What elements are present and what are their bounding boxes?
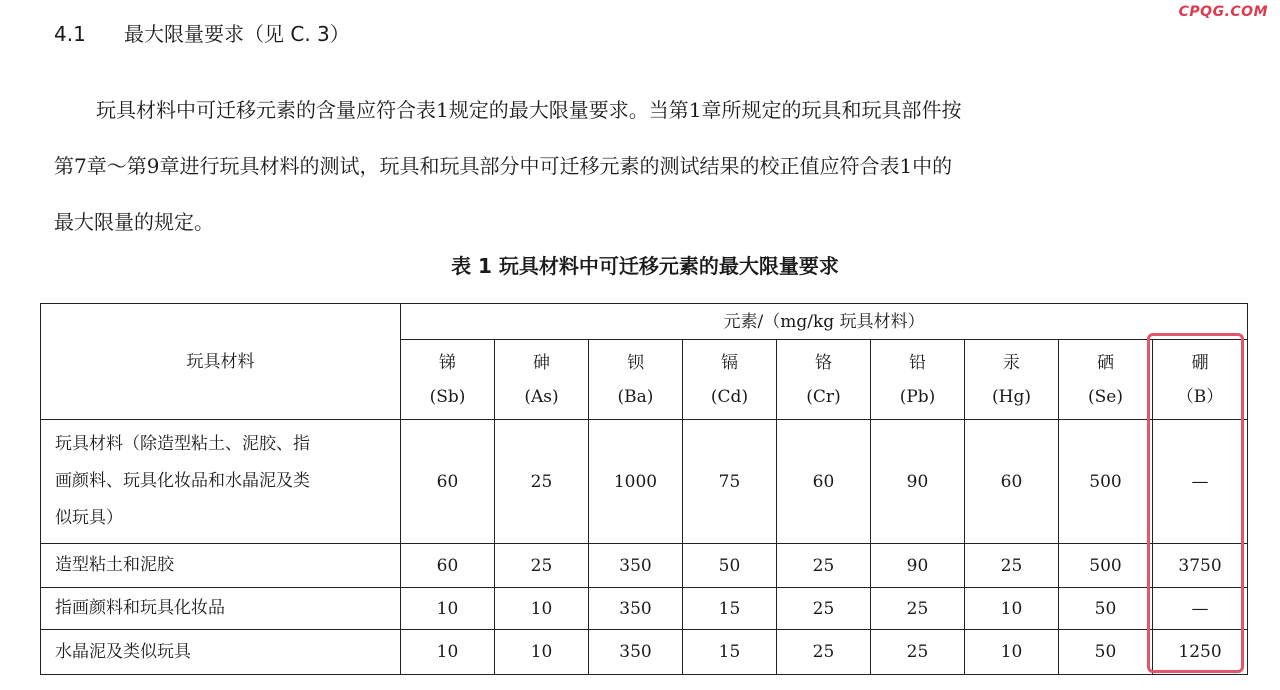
- site-watermark: CPQG.COM: [1178, 4, 1268, 20]
- element-header-0: [401, 340, 495, 420]
- material-line: 似玩具）: [55, 508, 123, 528]
- material-cell: [41, 544, 401, 588]
- limit-value-cell: 1250: [1153, 630, 1248, 675]
- element-name: 汞: [1003, 352, 1020, 373]
- material-cell: [41, 630, 401, 675]
- element-header-1: [495, 340, 589, 420]
- material-line: 造型粘土和泥胶: [55, 555, 174, 575]
- element-symbol: (Pb): [899, 386, 936, 407]
- limit-value-cell: 90: [871, 420, 965, 544]
- material-line: 画颜料、玩具化妆品和水晶泥及类: [55, 471, 310, 491]
- limit-value-cell: 90: [871, 544, 965, 588]
- limit-value-cell: 50: [1059, 588, 1153, 630]
- limit-value-cell: 25: [495, 420, 589, 544]
- element-header-4: [777, 340, 871, 420]
- material-cell: [41, 420, 401, 544]
- limit-value-cell: 60: [401, 544, 495, 588]
- limit-value-cell: 350: [589, 544, 683, 588]
- element-name: 锑: [439, 352, 456, 373]
- element-name: 砷: [533, 352, 550, 373]
- limit-value-cell: 500: [1059, 544, 1153, 588]
- limit-value-cell: 500: [1059, 420, 1153, 544]
- section-heading: [54, 18, 350, 47]
- element-header-3: [683, 340, 777, 420]
- element-name: 硒: [1097, 352, 1114, 373]
- limit-value-cell: 25: [777, 588, 871, 630]
- limit-value-cell: 10: [965, 630, 1059, 675]
- paragraph-line-3: 最大限量的规定。: [54, 210, 214, 234]
- element-symbol: (Se): [1088, 386, 1123, 407]
- body-paragraph: [54, 82, 1244, 250]
- element-header-7: [1059, 340, 1153, 420]
- material-line: 水晶泥及类似玩具: [55, 641, 191, 662]
- limit-value-cell: 60: [777, 420, 871, 544]
- table-row: [41, 588, 1248, 630]
- limit-value-cell: 15: [683, 588, 777, 630]
- limit-value-cell: 25: [777, 544, 871, 588]
- limit-value-cell: 10: [965, 588, 1059, 630]
- limit-value-cell: 75: [683, 420, 777, 544]
- limit-value-cell: 60: [965, 420, 1059, 544]
- limit-value-cell: 50: [1059, 630, 1153, 675]
- element-name: 铅: [909, 352, 926, 373]
- element-symbol: （B）: [1176, 386, 1224, 407]
- units-header: 元素/（mg/kg 玩具材料）: [401, 304, 1248, 340]
- element-symbol: (Ba): [617, 386, 654, 407]
- limit-value-cell: 350: [589, 630, 683, 675]
- table-caption: 表 1 玩具材料中可迁移元素的最大限量要求: [451, 254, 839, 278]
- paragraph-line-1: 玩具材料中可迁移元素的含量应符合表1规定的最大限量要求。当第1章所规定的玩具和玩具部件按: [96, 98, 962, 122]
- limit-value-cell: 25: [495, 544, 589, 588]
- section-number: 4.1: [54, 22, 86, 46]
- table-row: [41, 420, 1248, 544]
- material-line: 玩具材料（除造型粘土、泥胶、指: [55, 434, 310, 454]
- material-column-header: 玩具材料: [41, 304, 401, 420]
- element-header-6: [965, 340, 1059, 420]
- limit-value-cell: 10: [495, 630, 589, 675]
- limit-value-cell: 350: [589, 588, 683, 630]
- element-header-8: [1153, 340, 1248, 420]
- element-name: 镉: [721, 352, 738, 373]
- element-symbol: (Hg): [992, 386, 1031, 407]
- element-symbol: (Cr): [806, 386, 841, 407]
- element-symbol: (As): [524, 386, 559, 407]
- limits-table: [40, 303, 1248, 675]
- limit-value-cell: 25: [965, 544, 1059, 588]
- limit-value-cell: 50: [683, 544, 777, 588]
- element-name: 铬: [815, 352, 832, 373]
- element-symbol: (Sb): [429, 386, 466, 407]
- material-cell: [41, 588, 401, 630]
- limit-value-cell: 25: [871, 588, 965, 630]
- limit-value-cell: 60: [401, 420, 495, 544]
- paragraph-line-2: 第7章～第9章进行玩具材料的测试，玩具和玩具部分中可迁移元素的测试结果的校正值应符合表1中的: [54, 154, 953, 178]
- limit-value-cell: 25: [777, 630, 871, 675]
- limit-value-cell: 10: [401, 588, 495, 630]
- limit-value-cell: —: [1153, 588, 1248, 630]
- material-line: 指画颜料和玩具化妆品: [55, 598, 225, 618]
- element-symbol: (Cd): [710, 386, 749, 407]
- limit-value-cell: 25: [871, 630, 965, 675]
- limit-value-cell: 3750: [1153, 544, 1248, 588]
- limit-value-cell: 15: [683, 630, 777, 675]
- limit-value-cell: 10: [495, 588, 589, 630]
- element-header-2: [589, 340, 683, 420]
- limit-value-cell: 10: [401, 630, 495, 675]
- element-name: 钡: [627, 352, 644, 373]
- table-row: [41, 544, 1248, 588]
- limit-value-cell: 1000: [589, 420, 683, 544]
- element-header-5: [871, 340, 965, 420]
- table-row: [41, 630, 1248, 675]
- element-name: 硼: [1191, 352, 1209, 373]
- limit-value-cell: —: [1153, 420, 1248, 544]
- section-title: 最大限量要求（见 C. 3）: [124, 22, 350, 46]
